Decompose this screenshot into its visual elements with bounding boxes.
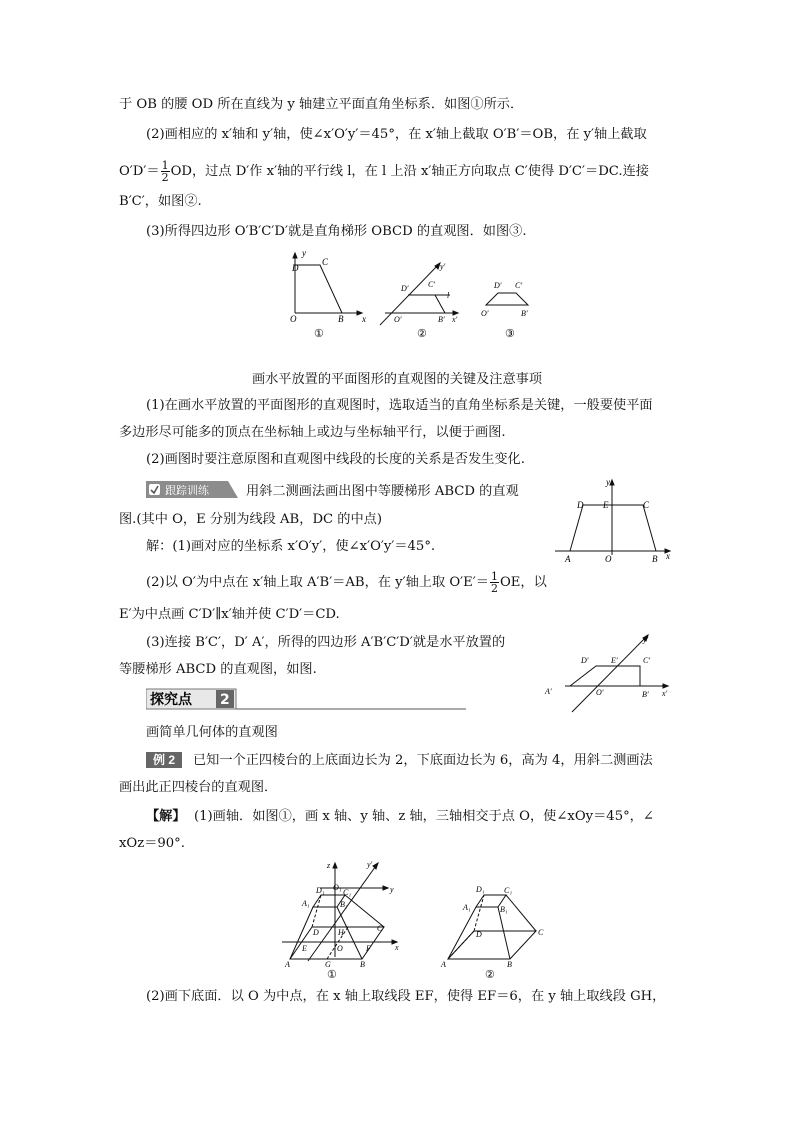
svg-text:O₁: O₁ [333,883,342,892]
svg-text:B: B [507,960,512,969]
svg-text:D′: D′ [494,281,502,290]
text-line: (1)在画水平放置的平面图形的直观图时，选取适当的直角坐标系是关键，一般要使平面 [146,398,653,413]
text-line: 于 OB 的腰 OD 所在直线为 y 轴建立平面直角坐标系．如图①所示． [119,97,524,112]
svg-text:D: D [292,263,299,273]
oblique-trapezoid-figure [540,630,680,715]
svg-text:B′: B′ [642,690,649,699]
svg-text:B₁: B₁ [500,905,508,914]
text-line: E′为中点画 C′D′∥x′轴并使 C′D′＝CD. [119,607,340,622]
figure-1-label: ① [314,328,324,340]
svg-text:E: E [603,500,609,510]
section-title: 画简单几何体的直观图 [146,725,278,740]
svg-text:A: A [441,960,446,969]
svg-text:C₁: C₁ [504,886,513,895]
svg-text:D′: D′ [401,284,409,293]
svg-text:x: x [362,314,366,324]
svg-text:x: x [395,943,399,952]
text-line: 等腰梯形 ABCD 的直观图，如图. [119,662,317,677]
svg-text:E: E [302,944,307,953]
svg-text:A₁: A₁ [463,903,471,912]
svg-text:G: G [325,960,331,969]
fraction: $\frac{1}{2}$ [490,570,498,595]
text-fragment: (1)画轴．如图①，画 x 轴、y 轴、z 轴，三轴相交于点 O，使∠xOy＝45°，∠ [193,809,654,824]
svg-text:D₁: D₁ [476,885,485,894]
svg-text:A: A [565,554,571,564]
svg-text:B₁: B₁ [340,900,348,909]
section-heading: 画水平放置的平面图形的直观图的关键及注意事项 [251,372,543,387]
svg-text:F: F [366,944,371,953]
svg-text:跟踪训练: 跟踪训练 [165,484,209,497]
svg-text:探究点: 探究点 [150,692,192,708]
svg-text:O′: O′ [481,309,489,318]
text-fragment: OD，过点 D′作 x′轴的平行线 l，在 l 上沿 x′轴正方向取点 C′使得 D′C′＝DC.连接 [170,164,649,179]
svg-text:D′: D′ [581,656,589,665]
svg-text:H: H [338,928,344,937]
svg-text:B: B [652,554,658,564]
text-line: B′C′，如图②. [119,194,202,209]
figure-2-label: ② [417,328,427,340]
text-fragment: OE，以 [499,575,547,590]
text-fragment: (2)以 O′为中点在 x′轴上取 A′B′＝AB，在 y′轴上取 O′E′＝ [146,575,489,590]
text-line: 用斜二测画法画出图中等腰梯形 ABCD 的直观 [246,484,519,499]
text-line: 多边形尽可能多的顶点在坐标轴上或边与坐标轴平行，以便于画图. [119,425,506,440]
svg-text:x′: x′ [662,689,668,698]
text-line: 图.(其中 O，E 分别为线段 AB，DC 的中点) [119,512,383,527]
svg-text:O: O [290,314,297,324]
text-line: (3)连接 B′C′，D′ A′，所得的四边形 A′B′C′D′就是水平放置的 [146,635,506,650]
figure-2-label: ② [485,969,495,980]
svg-text:z: z [327,861,331,870]
svg-text:y′: y′ [367,860,373,869]
svg-text:C: C [322,257,329,267]
isosceles-trapezoid-figure [550,475,680,565]
solve-label: 【解】 [146,809,186,824]
fraction: $\frac{1}{2}$ [161,159,169,184]
svg-text:D: D [476,930,482,939]
svg-text:O: O [337,944,343,953]
svg-text:O′: O′ [596,688,604,697]
figure-3-label: ③ [505,328,515,340]
text-line: 画出此正四棱台的直观图． [119,780,278,795]
svg-text:y′: y′ [440,262,446,271]
example-tag: 例 2 [146,752,182,768]
text-line: xOz＝90°. [119,836,185,851]
svg-text:2: 2 [220,692,230,708]
text-line [146,571,547,594]
svg-text:C′: C′ [643,656,651,665]
svg-text:C: C [643,500,650,510]
text-line: 已知一个正四棱台的上底面边长为 2，下底面边长为 6，高为 4，用斜二测画法 [193,753,653,768]
svg-text:A₁: A₁ [302,899,310,908]
text-fragment: O′D′＝ [119,164,160,179]
svg-text:C: C [538,928,544,937]
svg-text:O′: O′ [394,315,402,324]
text-line [146,808,654,826]
trapezoid-figures [280,245,550,345]
text-line: (2)画相应的 x′轴和 y′轴，使∠x′O′y′＝45°，在 x′轴上截取 O′B′＝OB，在 y′轴上截取 [146,127,647,142]
figure-1-label: ① [327,969,337,980]
svg-text:l: l [447,291,450,300]
svg-text:C′: C′ [515,281,523,290]
svg-text:B′: B′ [521,309,528,318]
svg-text:x′: x′ [452,315,458,324]
svg-text:B: B [360,960,365,969]
svg-text:A: A [285,960,290,969]
text-line: (3)所得四边形 O′B′C′D′就是直角梯形 OBCD 的直观图．如图③. [146,224,527,239]
svg-text:B′: B′ [438,315,445,324]
svg-text:A′: A′ [545,687,552,696]
text-line: (2)画图时要注意原图和直观图中线段的长度的关系是否发生变化. [146,452,525,467]
svg-text:B: B [338,314,344,324]
svg-text:C₁: C₁ [343,888,352,897]
svg-text:y: y [302,248,306,258]
svg-text:D: D [577,500,584,510]
frustum-figures [280,855,560,980]
figure-3 [486,293,528,305]
svg-text:C′: C′ [428,280,436,289]
text-line: 解：(1)画对应的坐标系 x′O′y′，使∠x′O′y′＝45°. [146,539,436,554]
text-line [119,160,649,183]
follow-training-tag [146,481,238,498]
explore-point-header [146,688,466,712]
svg-text:y: y [606,477,610,487]
svg-text:y: y [390,885,394,894]
text-line: (2)画下底面．以 O 为中点，在 x 轴上取线段 EF，使得 EF＝6，在 y 轴上取线段 GH， [146,989,666,1004]
svg-text:x: x [666,551,670,561]
svg-text:D: D [313,928,319,937]
svg-text:E′: E′ [611,656,618,665]
svg-text:y′: y′ [643,635,649,644]
svg-text:O: O [605,554,612,564]
svg-text:C: C [377,924,383,933]
svg-text:D₁: D₁ [316,886,325,895]
